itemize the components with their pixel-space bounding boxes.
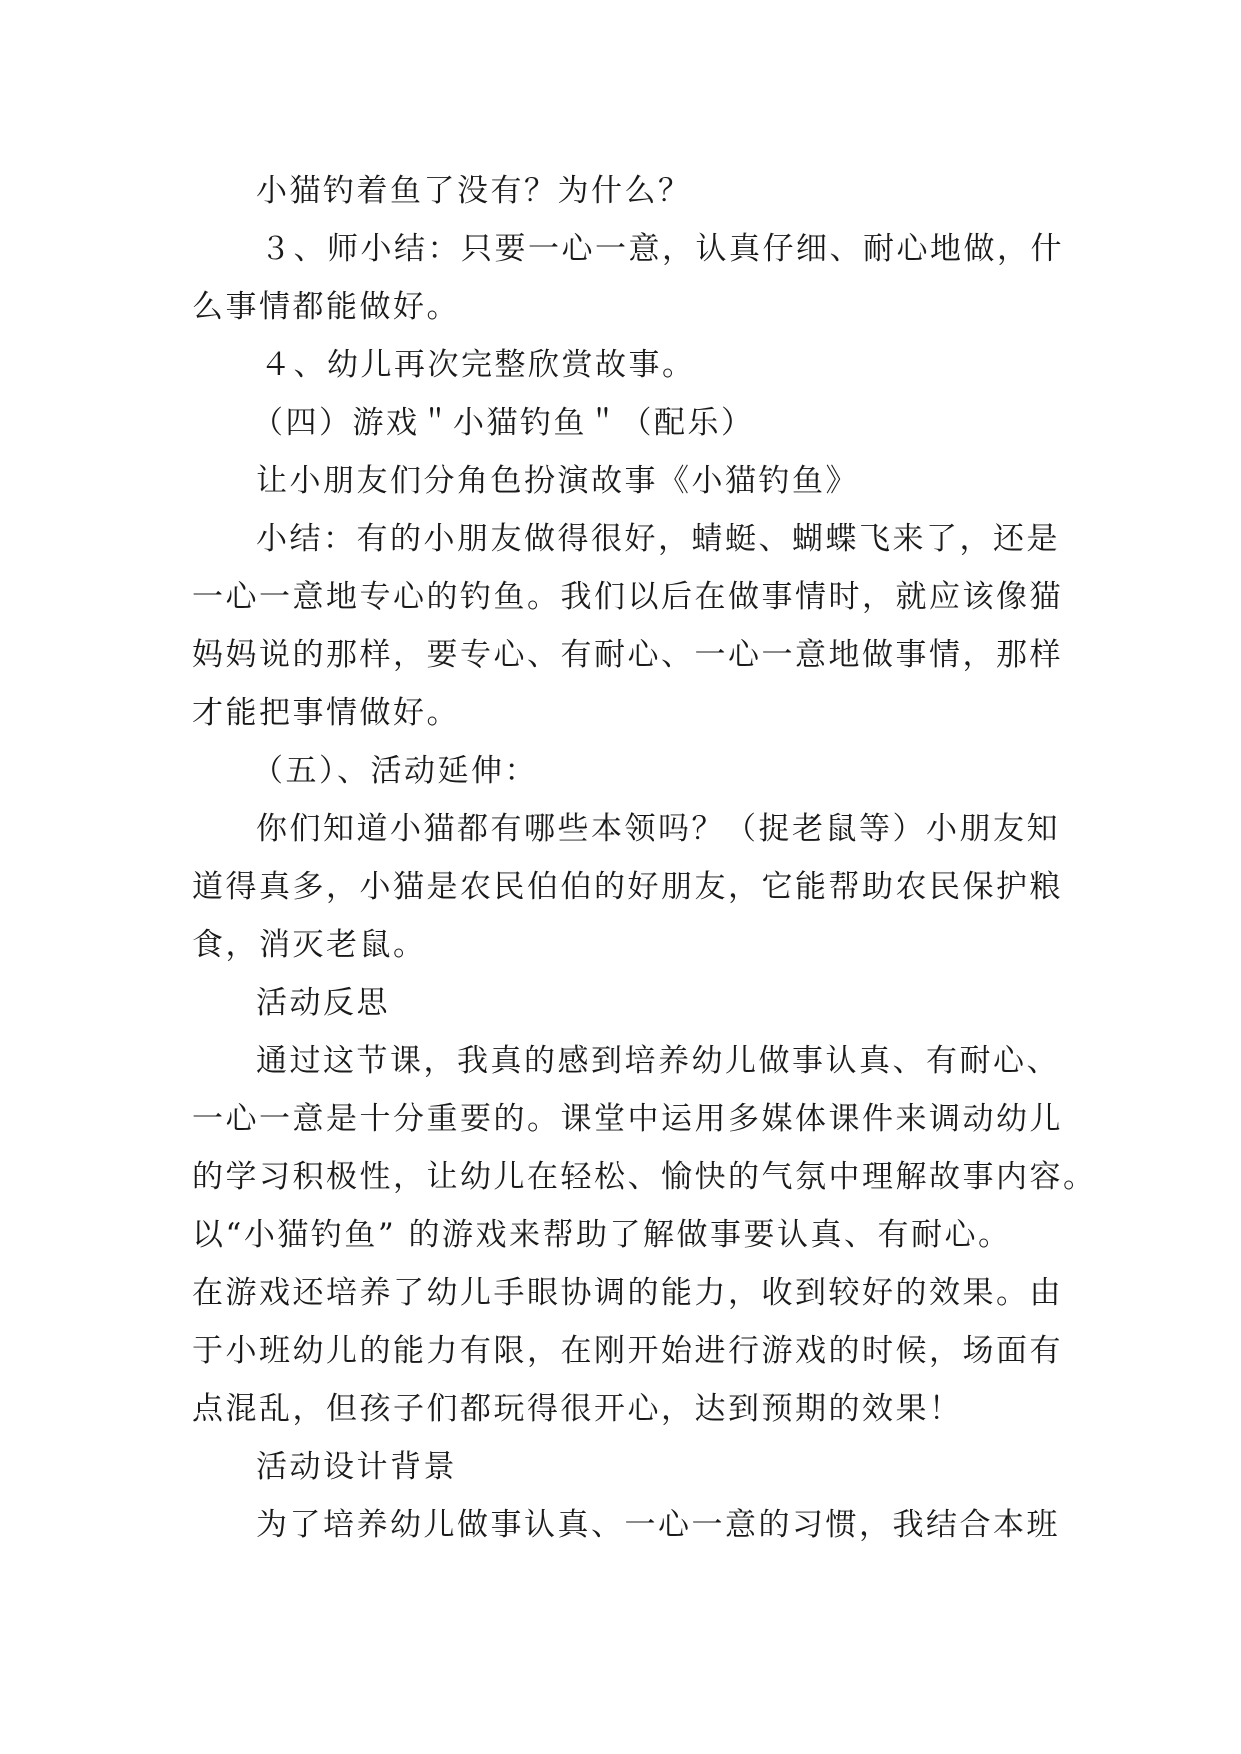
- text-line: 一心一意地专心的钓鱼。我们以后在做事情时，就应该像猫: [192, 579, 1063, 615]
- text-line: ４、幼儿再次完整欣赏故事。: [260, 347, 696, 383]
- text-line: 食，消灭老鼠。: [192, 927, 427, 963]
- text-line: 为了培养幼儿做事认真、一心一意的习惯，我结合本班: [256, 1507, 1060, 1543]
- text-line: 你们知道小猫都有哪些本领吗？（捉老鼠等）小朋友知: [256, 811, 1060, 847]
- document-body: [192, 162, 1097, 1554]
- text-line: 在游戏还培养了幼儿手眼协调的能力，收到较好的效果。由: [192, 1275, 1063, 1311]
- text-line: 么事情都能做好。: [192, 289, 460, 325]
- text-line: 通过这节课，我真的感到培养幼儿做事认真、有耐心、: [256, 1043, 1060, 1079]
- text-line: 于小班幼儿的能力有限，在刚开始进行游戏的时候，场面有: [192, 1333, 1063, 1369]
- section-heading: （四）游戏＂小猫钓鱼＂（配乐）: [252, 405, 755, 441]
- text-line: 道得真多，小猫是农民伯伯的好朋友，它能帮助农民保护粮: [192, 869, 1063, 905]
- text-line: 以“小猫钓鱼” 的游戏来帮助了解做事要认真、有耐心。: [192, 1217, 1012, 1253]
- section-heading: 活动设计背景: [256, 1449, 457, 1485]
- section-heading: 活动反思: [256, 985, 390, 1021]
- section-heading: （五）、活动延伸：: [252, 753, 538, 789]
- text-line: 的学习积极性，让幼儿在轻松、愉快的气氛中理解故事内容。: [192, 1159, 1097, 1195]
- text-line: 妈妈说的那样，要专心、有耐心、一心一意地做事情，那样: [192, 637, 1063, 673]
- text-line: 一心一意是十分重要的。课堂中运用多媒体课件来调动幼儿: [192, 1101, 1063, 1137]
- text-line: ３、师小结：只要一心一意，认真仔细、耐心地做，什: [260, 231, 1064, 267]
- text-line: 点混乱，但孩子们都玩得很开心，达到预期的效果！: [192, 1391, 963, 1427]
- text-line: 小结：有的小朋友做得很好，蜻蜓、蝴蝶飞来了，还是: [256, 521, 1060, 557]
- text-line: 让小朋友们分角色扮演故事《小猫钓鱼》: [256, 463, 859, 499]
- text-line: 才能把事情做好。: [192, 695, 460, 731]
- text-line: 小猫钓着鱼了没有？为什么？: [256, 173, 692, 209]
